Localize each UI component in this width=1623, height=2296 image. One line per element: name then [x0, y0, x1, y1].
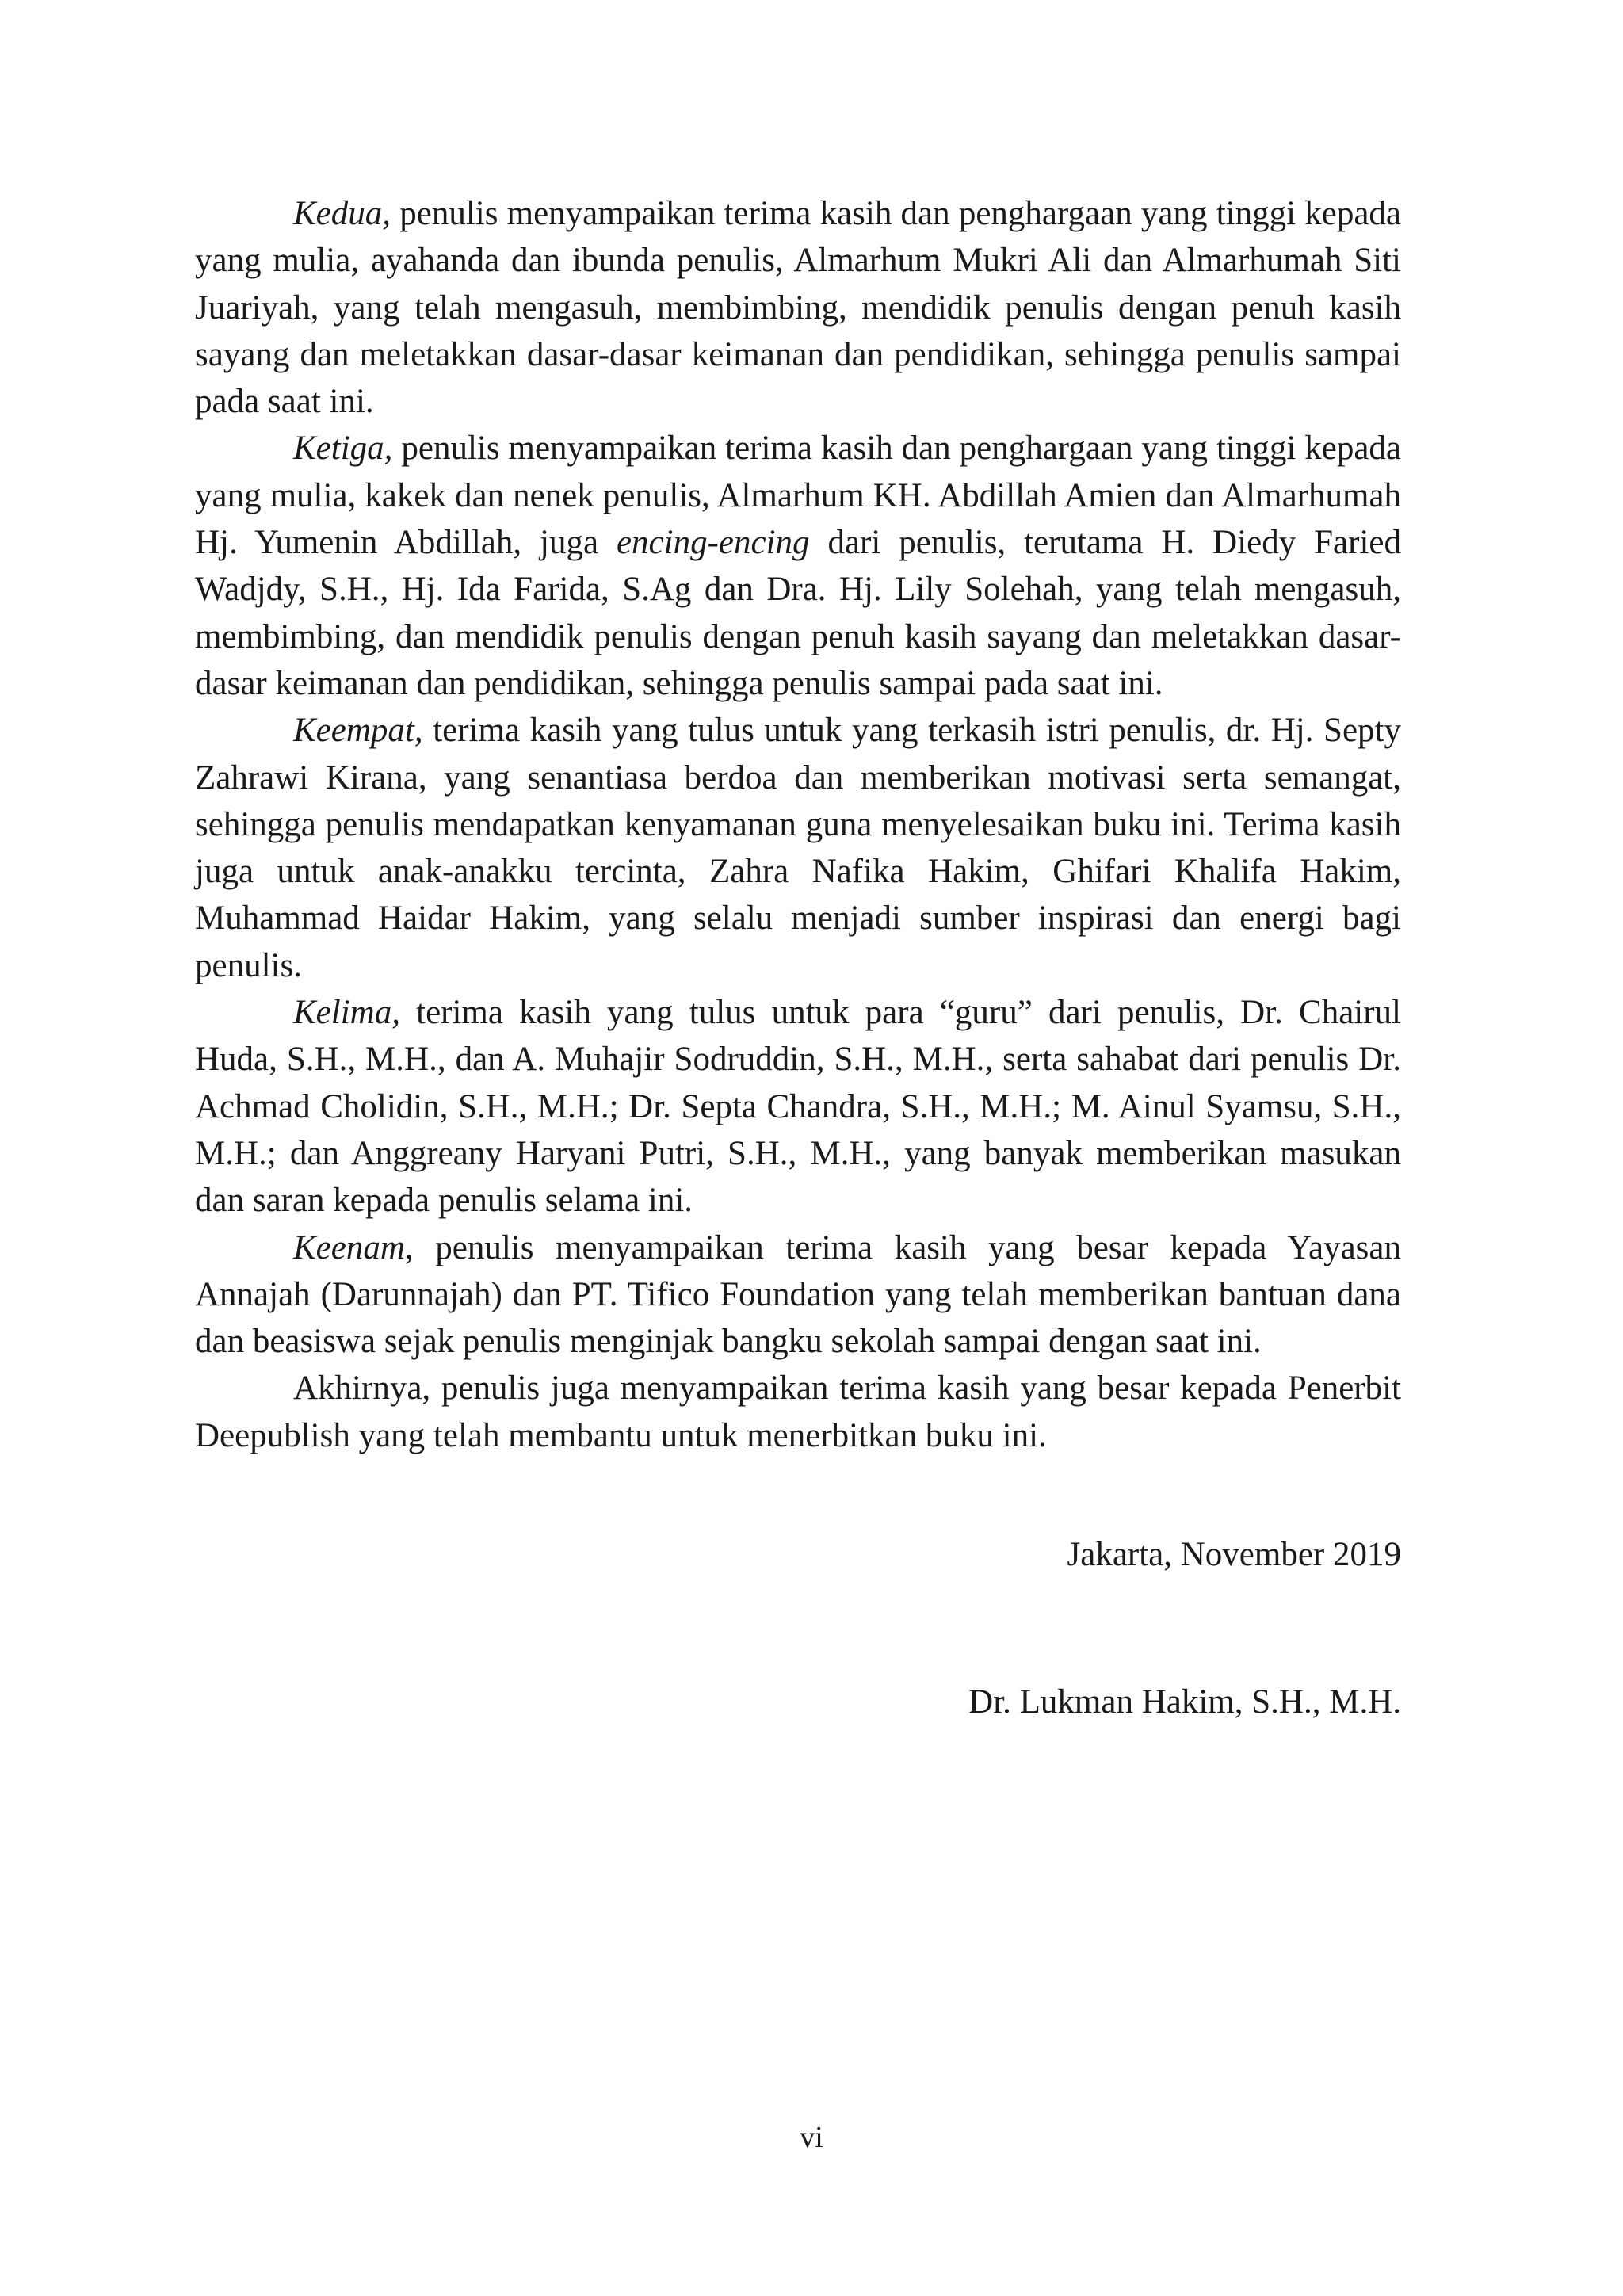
- paragraph-ketiga: [195, 425, 1401, 707]
- paragraph-text: penulis menyampaikan terima kasih yang besar kepada Yayasan Annajah (Darunnajah) dan PT. Tifico Foundation yang telah memberikan bantuan dana dan beasiswa sejak penulis menginjak bangku sekolah sampai dengan saat ini.: [195, 1228, 1401, 1361]
- paragraph-emphasis: encing-encing: [616, 524, 810, 562]
- paragraph-lead: Kelima,: [293, 994, 400, 1032]
- paragraph-text: terima kasih yang tulus untuk yang terkasih istri penulis, dr. Hj. Septy Zahrawi Kirana, yang senantiasa berdoa dan memberikan motivasi serta semangat, sehingga penulis mendapatkan kenyamanan guna menyelesaikan buku ini. Terima kasih juga untuk anak-anakku tercinta, Zahra Nafika Hakim, Ghifari Khalifa Hakim, Muhammad Haidar Hakim, yang selalu menjadi sumber inspirasi dan energi bagi penulis.: [195, 712, 1401, 984]
- paragraph-lead: Ketiga,: [293, 430, 393, 468]
- paragraph-keenam: [195, 1224, 1401, 1366]
- paragraph-akhirnya: [195, 1365, 1401, 1459]
- paragraph-kelima: [195, 989, 1401, 1224]
- paragraph-lead: Keenam,: [293, 1228, 414, 1266]
- page-number: vi: [800, 2121, 823, 2154]
- author-signature: Dr. Lukman Hakim, S.H., M.H.: [968, 1683, 1401, 1721]
- paragraph-text: penulis menyampaikan terima kasih dan penghargaan yang tinggi kepada yang mulia, kakek dan nenek penulis, Almarhum KH. Abdillah Amien dan Almarhumah Hj. Yumenin Abdillah, juga: [195, 430, 1401, 562]
- paragraph-text: Akhirnya, penulis juga menyampaikan terima kasih yang besar kepada Penerbit Deepublish yang telah membantu untuk menerbitkan buku ini.: [195, 1370, 1401, 1454]
- place-date: Jakarta, November 2019: [1067, 1536, 1401, 1573]
- paragraph-text: terima kasih yang tulus untuk para “guru” dari penulis, Dr. Chairul Huda, S.H., M.H., dan A. Muhajir Sodruddin, S.H., M.H., serta sahabat dari penulis Dr. Achmad Cholidin, S.H., M.H.; Dr. Septa Chandra, S.H., M.H.; M. Ainul Syamsu, S.H., M.H.; dan Anggreany Haryani Putri, S.H., M.H., yang banyak memberikan masukan dan saran kepada penulis selama ini.: [195, 994, 1401, 1220]
- paragraph-text: penulis menyampaikan terima kasih dan penghargaan yang tinggi kepada yang mulia, ayahanda dan ibunda penulis, Almarhum Mukri Ali dan Almarhumah Siti Juariyah, yang telah mengasuh, membimbing, mendidik penulis dengan penuh kasih sayang dan meletakkan dasar-dasar keimanan dan pendidikan, sehingga penulis sampai pada saat ini.: [195, 195, 1401, 421]
- paragraph-lead: Keempat,: [293, 712, 423, 750]
- paragraph-keempat: [195, 707, 1401, 989]
- paragraph-kedua: [195, 190, 1401, 425]
- paragraph-lead: Kedua,: [293, 195, 391, 232]
- acknowledgement-body: [195, 190, 1401, 1459]
- paragraph-text: dari penulis, terutama H. Diedy Faried Wadjdy, S.H., Hj. Ida Farida, S.Ag dan Dra. Hj. Lily Solehah, yang telah mengasuh, membimbing, dan mendidik penulis dengan penuh kasih sayang dan meletakkan dasar-dasar keimanan dan pendidikan, sehingga penulis sampai pada saat ini.: [195, 524, 1401, 702]
